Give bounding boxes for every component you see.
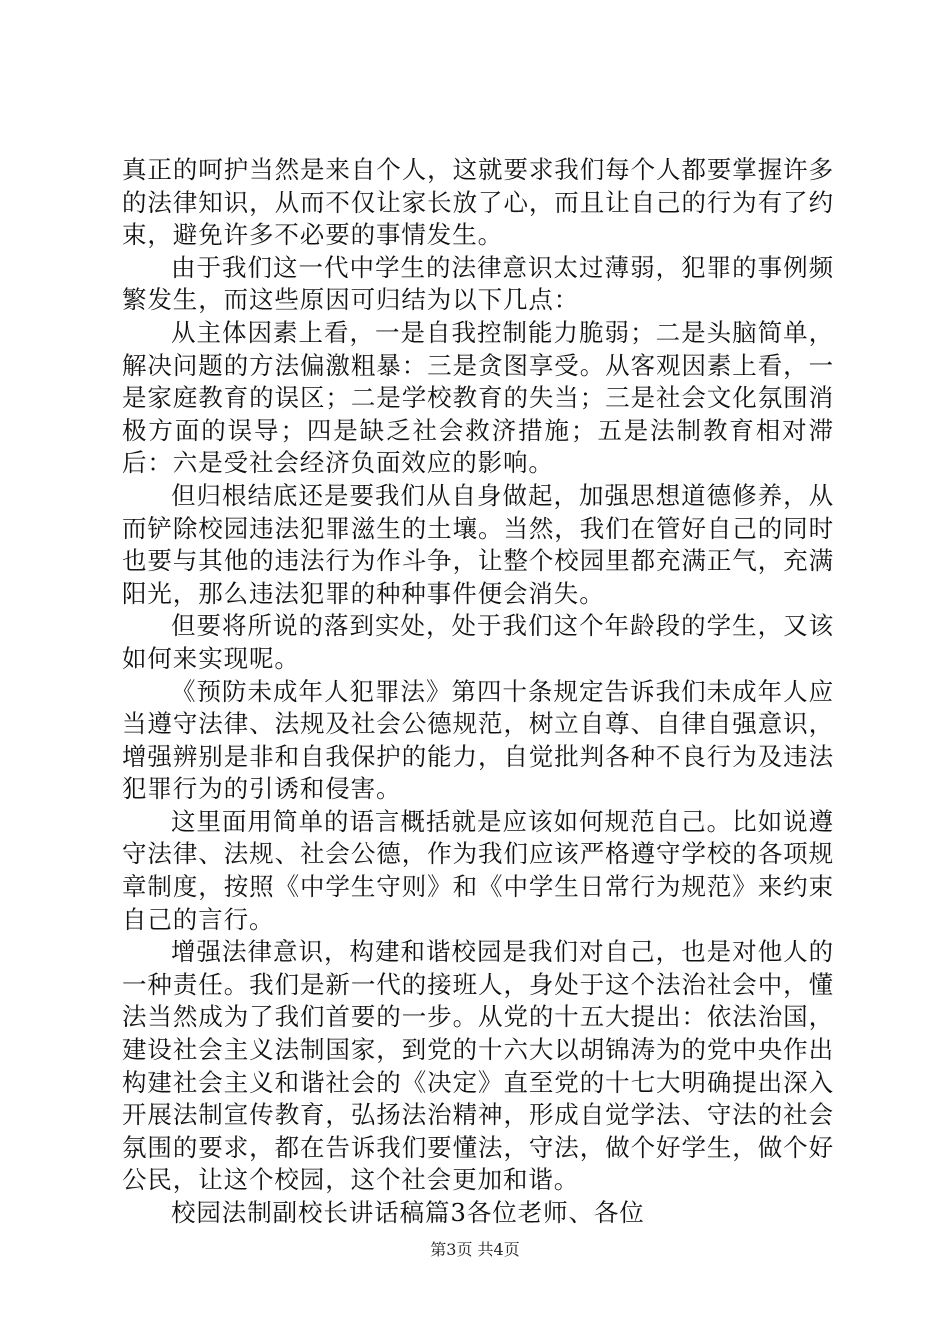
paragraph: 但归根结底还是要我们从自身做起，加强思想道德修养，从而铲除校园违法犯罪滋生的土壤。当然，我们在管好自己的同时也要与其他的违法行为作斗争，让整个校园里都充满正气，充满阳光，那么违法犯罪的种种事件便会消失。 (122, 480, 834, 608)
paragraph: 这里面用简单的语言概括就是应该如何规范自己。比如说遵守法律、法规、社会公德，作为我们应该严格遵守学校的各项规章制度，按照《中学生守则》和《中学生日常行为规范》来约束自己的言行。 (122, 806, 834, 934)
paragraph: 校园法制副校长讲话稿篇3各位老师、各位 (171, 1198, 645, 1227)
paragraph: 但要将所说的落到实处，处于我们这个年龄段的学生，又该如何来实现呢。 (122, 611, 834, 673)
paragraph: 从主体因素上看，一是自我控制能力脆弱；二是头脑简单，解决问题的方法偏激粗暴：三是贪图享受。从客观因素上看，一是家庭教育的误区；二是学校教育的失当；三是社会文化氛围消极方面的误导；四是缺乏社会救济措施；五是法制教育相对滞后：六是受社会经济负面效应的影响。 (122, 317, 834, 478)
document-body (122, 154, 834, 1230)
paragraph: 由于我们这一代中学生的法律意识太过薄弱，犯罪的事例频繁发生，而这些原因可归结为以下几点： (122, 252, 834, 315)
paragraph: 增强法律意识，构建和谐校园是我们对自己，也是对他人的一种责任。我们是新一代的接班人，身处于这个法治社会中，懂法当然成为了我们首要的一步。从党的十五大提出：依法治国，建设社会主义法制国家，到党的十六大以胡锦涛为的党中央作出构建社会主义和谐社会的《决定》直至党的十七大明确提出深入开展法制宣传教育，弘扬法治精神，形成自觉学法、守法的社会氛围的要求，都在告诉我们要懂法，守法，做个好学生，做个好公民，让这个校园，这个社会更加和谐。 (122, 937, 834, 1195)
page-number-label: 第3页 共4页 (430, 1240, 520, 1259)
page-footer (0, 1239, 950, 1261)
paragraph: 真正的呵护当然是来自个人，这就要求我们每个人都要掌握许多的法律知识，从而不仅让家长放了心，而且让自己的行为有了约束，避免许多不必要的事情发生。 (122, 155, 834, 250)
paragraph: 《预防未成年人犯罪法》第四十条规定告诉我们未成年人应当遵守法律、法规及社会公德规范，树立自尊、自律自强意识，增强辨别是非和自我保护的能力，自觉批判各种不良行为及违法犯罪行为的引诱和侵害。 (122, 676, 834, 804)
